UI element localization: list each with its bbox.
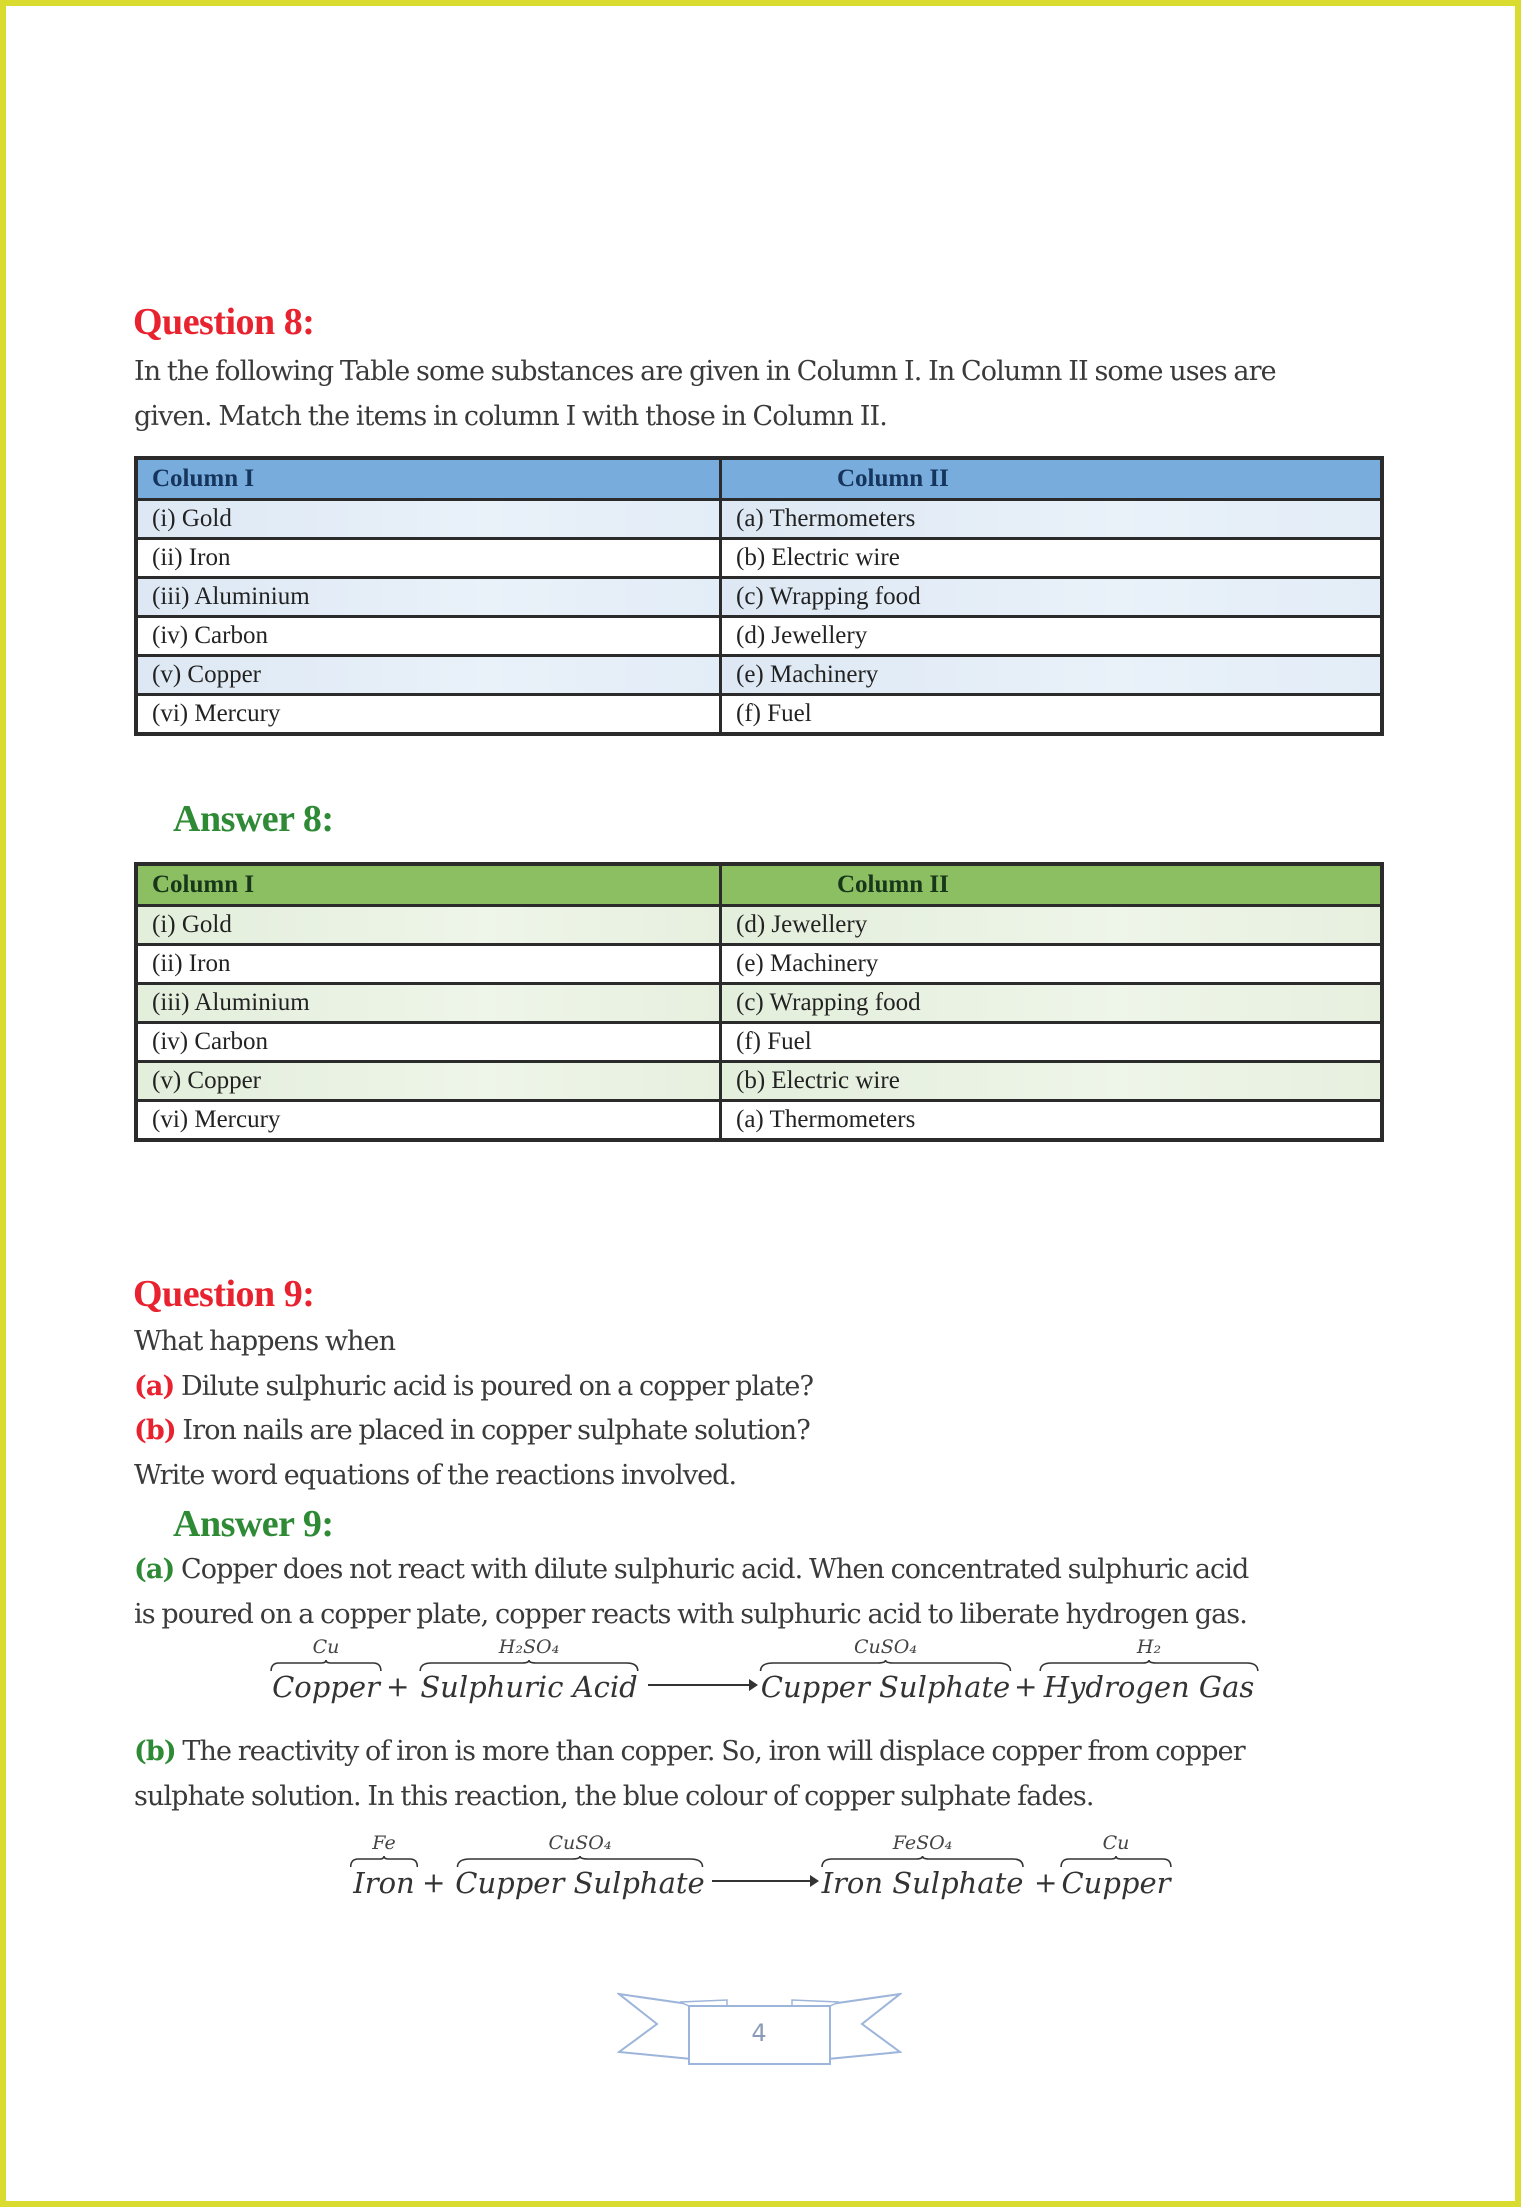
answer-line <box>134 1730 1394 1775</box>
overbrace-icon <box>270 1660 382 1672</box>
equation-term <box>1060 1832 1172 1900</box>
answer-9-part-a-text <box>134 1548 1394 1637</box>
part-text: Iron nails are placed in copper sulphate solution? <box>182 1415 810 1446</box>
part-label: (a) <box>134 1554 175 1585</box>
equation-term <box>820 1832 1025 1900</box>
question-9-heading: Question 9: <box>133 1273 315 1315</box>
question-9-intro: What happens when <box>134 1326 396 1357</box>
part-label: (b) <box>134 1415 176 1446</box>
table-row <box>136 945 1382 984</box>
question-8-heading: Question 8: <box>133 301 315 343</box>
answer-9-heading: Answer 9: <box>173 1503 334 1545</box>
term-name: Cupper Sulphate <box>760 1670 1011 1704</box>
table-row <box>136 539 1382 578</box>
overbrace-icon <box>350 1856 418 1868</box>
page-number: 4 <box>751 2019 767 2047</box>
table-cell: (iii) Aluminium <box>136 578 721 617</box>
table-cell: (i) Gold <box>136 906 721 945</box>
table-cell: (e) Machinery <box>721 945 1383 984</box>
question-9-text <box>134 1320 1394 1498</box>
answer-line <box>134 1548 1394 1593</box>
table-cell: (ii) Iron <box>136 945 721 984</box>
table-cell: (f) Fuel <box>721 1023 1383 1062</box>
table-cell: (c) Wrapping food <box>721 578 1383 617</box>
table-header-row <box>136 864 1382 906</box>
column-header: Column I <box>136 864 721 906</box>
equation-term <box>758 1636 1013 1704</box>
equation-a <box>268 1636 1268 1730</box>
table-cell: (e) Machinery <box>721 656 1383 695</box>
equation-term <box>455 1832 705 1900</box>
question-9-part-a <box>134 1365 1394 1410</box>
overbrace-icon <box>1060 1856 1172 1868</box>
plus-sign: + <box>1014 1670 1038 1703</box>
table-row <box>136 984 1382 1023</box>
table-header-row <box>136 458 1382 500</box>
overbrace-icon <box>418 1660 640 1672</box>
answer-line: is poured on a copper plate, copper reacts with sulphuric acid to liberate hydrogen gas. <box>134 1598 1247 1630</box>
table-row <box>136 695 1382 735</box>
page-number-badge <box>617 1990 902 2070</box>
table-row <box>136 617 1382 656</box>
term-name: Copper <box>272 1670 380 1704</box>
table-cell: (vi) Mercury <box>136 1101 721 1141</box>
chemical-formula: FeSO₄ <box>892 1832 953 1854</box>
question-8-line: given. Match the items in column I with those in Column II. <box>134 400 887 432</box>
table-row <box>136 1023 1382 1062</box>
plus-sign: + <box>1034 1866 1058 1899</box>
answer-text: The reactivity of iron is more than copper. So, iron will displace copper from copper <box>182 1736 1245 1767</box>
answer-8-heading: Answer 8: <box>173 798 334 840</box>
equation-term <box>270 1636 382 1704</box>
equation-term <box>1038 1636 1260 1704</box>
table-cell: (c) Wrapping food <box>721 984 1383 1023</box>
part-text: Dilute sulphuric acid is poured on a copper plate? <box>181 1370 814 1402</box>
table-cell: (iii) Aluminium <box>136 984 721 1023</box>
table-row <box>136 1062 1382 1101</box>
table-cell: (vi) Mercury <box>136 695 721 735</box>
part-label: (b) <box>134 1736 176 1767</box>
chemical-formula: H₂ <box>1136 1636 1162 1658</box>
table-row <box>136 578 1382 617</box>
question-9-part-b <box>134 1409 1394 1454</box>
term-name: Iron <box>353 1866 415 1900</box>
term-name: Cupper <box>1061 1866 1171 1900</box>
table-row <box>136 1101 1382 1141</box>
table-row <box>136 656 1382 695</box>
table-cell: (iv) Carbon <box>136 1023 721 1062</box>
column-header: Column II <box>721 864 1383 906</box>
equation-term <box>350 1832 418 1900</box>
chemical-formula: CuSO₄ <box>854 1636 917 1658</box>
column-header: Column II <box>721 458 1383 500</box>
plus-sign: + <box>422 1866 446 1899</box>
plus-sign: + <box>386 1670 410 1703</box>
table-cell: (d) Jewellery <box>721 617 1383 656</box>
reaction-arrow-icon <box>712 1880 817 1882</box>
table-cell: (i) Gold <box>136 500 721 539</box>
question-8-text <box>134 350 1394 439</box>
answer-9-part-b-text <box>134 1730 1394 1819</box>
answer-text: Copper does not react with dilute sulphuric acid. When concentrated sulphuric acid <box>181 1554 1249 1585</box>
table-cell: (d) Jewellery <box>721 906 1383 945</box>
overbrace-icon <box>1038 1660 1260 1672</box>
answer-line: sulphate solution. In this reaction, the blue colour of copper sulphate fades. <box>134 1780 1094 1812</box>
term-name: Cupper Sulphate <box>455 1866 705 1900</box>
table-cell: (ii) Iron <box>136 539 721 578</box>
table-cell: (f) Fuel <box>721 695 1383 735</box>
equation-term <box>418 1636 640 1704</box>
question-8-line: In the following Table some substances are given in Column I. In Column II some uses are <box>134 356 1276 387</box>
table-row <box>136 906 1382 945</box>
overbrace-icon <box>758 1660 1013 1672</box>
table-cell: (iv) Carbon <box>136 617 721 656</box>
table-cell: (v) Copper <box>136 1062 721 1101</box>
term-name: Sulphuric Acid <box>420 1670 638 1704</box>
column-header: Column I <box>136 458 721 500</box>
chemical-formula: H₂SO₄ <box>498 1636 560 1658</box>
term-name: Iron Sulphate <box>821 1866 1024 1900</box>
table-row <box>136 500 1382 539</box>
chemical-formula: CuSO₄ <box>548 1832 612 1854</box>
question-8-table <box>134 456 1384 736</box>
term-name: Hydrogen Gas <box>1043 1670 1255 1704</box>
overbrace-icon <box>455 1856 705 1868</box>
table-cell: (b) Electric wire <box>721 539 1383 578</box>
overbrace-icon <box>820 1856 1025 1868</box>
chemical-formula: Cu <box>1102 1832 1130 1854</box>
question-9-outro: Write word equations of the reactions involved. <box>134 1459 737 1491</box>
table-cell: (a) Thermometers <box>721 500 1383 539</box>
table-cell: (a) Thermometers <box>721 1101 1383 1141</box>
answer-8-table <box>134 862 1384 1142</box>
part-label: (a) <box>134 1370 175 1402</box>
chemical-formula: Fe <box>372 1832 396 1854</box>
chemical-formula: Cu <box>312 1636 340 1658</box>
equation-b <box>350 1832 1200 1926</box>
table-cell: (v) Copper <box>136 656 721 695</box>
reaction-arrow-icon <box>648 1684 756 1686</box>
table-cell: (b) Electric wire <box>721 1062 1383 1101</box>
